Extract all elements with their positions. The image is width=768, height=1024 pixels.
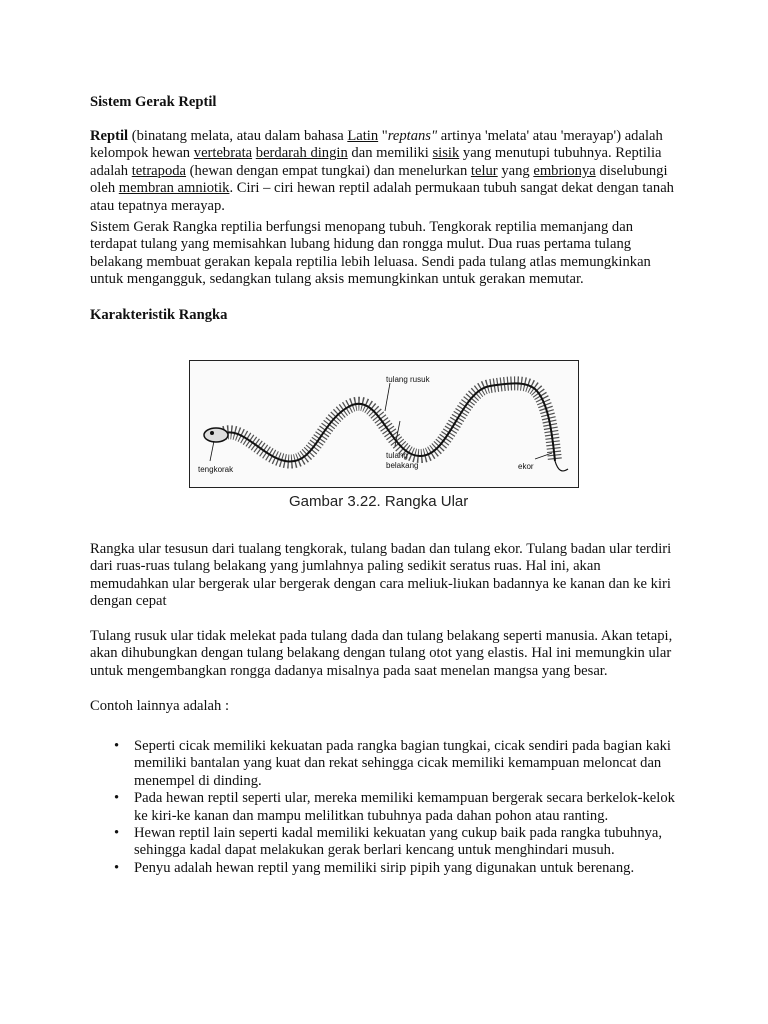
page-title: Sistem Gerak Reptil [90, 94, 217, 110]
body-paragraph-2: Tulang rusuk ular tidak melekat pada tulang dada dan tulang belakang seperti manusia. Akan tetapi, akan dihubungkan dengan tulang belakang dengan tulang otot yang elastis. Hal ini memungkin ular untuk mengembangkan rongga dadanya misalnya pada saat menelan mangsa yang besar. [90, 628, 673, 679]
pointer-tengkorak [210, 441, 214, 461]
link-embrionya[interactable]: embrionya [533, 162, 596, 179]
intro-text: . Ciri – ciri hewan reptil adalah permukaan tubuh sangat dekat dengan tanah atau tepatnya merayap. [90, 180, 674, 214]
link-telur[interactable]: telur [470, 162, 498, 179]
figure-frame [189, 360, 579, 488]
skull-shape [204, 428, 228, 442]
section-heading: Karakteristik Rangka [90, 307, 228, 323]
figure-caption: Gambar 3.22. Rangka Ular [289, 493, 469, 510]
intro-term: Reptil [90, 128, 129, 144]
intro-paragraph [90, 128, 680, 215]
label-tengkorak: tengkorak [198, 465, 234, 474]
list-item: • Penyu adalah hewan reptil yang memiliki sirip pipih yang digunakan untuk berenang. [90, 860, 680, 877]
label-tulang-belakang-1: tulang [386, 451, 408, 460]
body-paragraph-1: Rangka ular tesusun dari tualang tengkorak, tulang badan dan tulang ekor. Tulang badan ular terdiri dari ruas-ruas tulang belakang yang jumlahnya paling sedikit seratus ruas. Hal ini, akan memudahkan ular bergerak ular bergerak dengan cara meliuk-liukan badannya ke kanan dan ke kiri dengan cepat [90, 541, 672, 610]
intro-text: (hewan dengan empat tungkai) dan menelurkan [186, 162, 471, 179]
link-tetrapoda[interactable]: tetrapoda [131, 162, 187, 179]
list-item: • Seperti cicak memiliki kekuatan pada rangka bagian tungkai, cicak sendiri pada bagian kaki memiliki bantalan yang kuat dan rekat sehingga cicak memiliki kemampuan meloncat dan menempel di dinding. [90, 738, 680, 790]
link-berdarah-dingin[interactable]: berdarah dingin [255, 145, 348, 162]
link-vertebrata[interactable]: vertebrata [193, 145, 253, 162]
contoh-label: Contoh lainnya adalah : [90, 698, 230, 714]
intro-text: diselubungi oleh [90, 162, 668, 197]
intro-text: yang [497, 162, 534, 179]
label-ekor: ekor [518, 462, 534, 471]
snake-skeleton-figure [189, 360, 579, 515]
link-latin[interactable]: Latin [347, 128, 379, 144]
label-tulang-belakang-2: belakang [386, 461, 419, 470]
reptans-term: reptans" [387, 128, 438, 144]
link-membran-amniotik[interactable]: membran amniotik [118, 180, 230, 197]
link-sisik[interactable]: sisik [432, 145, 460, 162]
skeleton-paragraph: Sistem Gerak Rangka reptilia berfungsi menopang tubuh. Tengkorak reptilia memanjang dan terdapat tulang yang memisahkan lubang hidung dan rongga mulut. Dua ruas pertama tulang belakang membuat gerakan kepala reptilia lebih leluasa. Sendi pada tulang atlas memungkinkan untuk mengangguk, sedangkan tulang aksis memungkinkan untuk gerakan memutar. [90, 219, 651, 288]
skull-eye [210, 431, 214, 435]
intro-text: dan memiliki [347, 145, 433, 162]
label-tulang-rusuk: tulang rusuk [386, 375, 430, 384]
list-item: • Pada hewan reptil seperti ular, mereka memiliki kemampuan bergerak secara berkelok-kelok ke kiri-ke kanan dan mampu melilitkan tubuhnya pada dahan pohon atau ranting. [90, 790, 680, 825]
intro-text: yang menutupi tubuhnya. Reptilia adalah [90, 145, 662, 179]
intro-text: artinya 'melata' atau 'merayap') adalah kelompok hewan [90, 128, 663, 162]
intro-text: (binatang melata, atau dalam bahasa [128, 128, 348, 144]
examples-list [90, 738, 680, 877]
intro-text: " [378, 128, 388, 144]
list-item: • Hewan reptil lain seperti kadal memiliki kekuatan yang cukup baik pada rangka tubuhnya, sehingga kadal dapat melakukan gerak berlari kencang untuk menghindari musuh. [90, 825, 680, 860]
tail [555, 461, 568, 471]
